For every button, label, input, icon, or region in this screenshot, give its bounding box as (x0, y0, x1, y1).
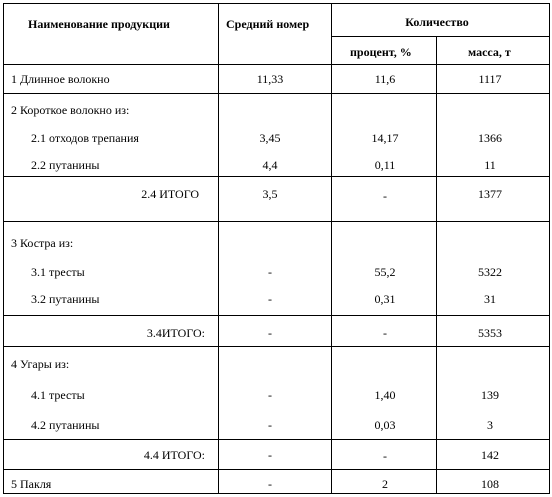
row-avg: - (268, 292, 272, 306)
row-avg: - (268, 265, 272, 279)
row-percent: - (383, 449, 387, 463)
row-name: 2.2 путанины (31, 158, 100, 172)
rule-col (436, 36, 437, 494)
rule-right (549, 3, 550, 494)
row-mass: 3 (487, 418, 493, 432)
row-avg: 3,45 (259, 131, 281, 145)
row-name: 4 Угары из: (11, 357, 70, 371)
row-avg: 3,5 (262, 187, 278, 201)
rule-row (3, 469, 550, 470)
row-mass: 142 (481, 448, 499, 462)
row-name: 3 Костра из: (11, 236, 74, 250)
row-percent: 0,31 (374, 292, 396, 306)
row-mass: 1377 (478, 187, 502, 201)
row-percent: 1,40 (374, 388, 396, 402)
row-name: 5 Пакля (11, 477, 52, 491)
row-name: 2.1 отходов трепания (31, 131, 139, 145)
row-avg: - (268, 448, 272, 462)
row-mass: 5322 (478, 265, 502, 279)
rule-row (3, 93, 550, 94)
rule-top (3, 3, 550, 4)
header-percent: процент, % (350, 45, 412, 59)
row-avg: - (268, 326, 272, 340)
row-percent: - (383, 326, 387, 340)
row-name: 4.2 путанины (31, 418, 100, 432)
row-avg: - (268, 418, 272, 432)
row-avg: - (268, 388, 272, 402)
row-percent: 11,6 (374, 72, 396, 86)
header-avg-number: Средний номер (226, 17, 310, 31)
row-percent: 0,03 (374, 418, 396, 432)
rule-row (3, 315, 550, 316)
row-avg: - (268, 477, 272, 491)
rule-bottom (3, 493, 550, 494)
row-mass: 5353 (478, 326, 502, 340)
row-mass: 139 (481, 388, 499, 402)
row-mass: 108 (481, 477, 499, 491)
header-name: Наименование продукции (28, 17, 170, 31)
row-avg: 11,33 (256, 72, 284, 86)
row-name: 4.1 тресты (31, 388, 85, 402)
rule-row (3, 346, 550, 347)
row-name: 2.4 ИТОГО (141, 187, 199, 201)
row-mass: 1117 (478, 72, 502, 86)
row-percent: - (383, 189, 387, 203)
row-name: 3.2 путанины (31, 292, 100, 306)
rule-header-bottom (3, 64, 550, 65)
rule-row (3, 221, 550, 222)
row-avg: 4,4 (262, 158, 278, 172)
row-percent: 14,17 (371, 131, 399, 145)
row-percent: 2 (382, 477, 388, 491)
rule-left (3, 3, 4, 494)
row-percent: 55,2 (374, 265, 396, 279)
row-name: 3.4ИТОГО: (146, 326, 205, 340)
rule-row (3, 176, 550, 177)
row-percent: 0,11 (374, 158, 396, 172)
row-mass: 31 (484, 292, 496, 306)
header-quantity: Количество (405, 15, 469, 29)
rule-row (3, 439, 550, 440)
header-mass: масса, т (468, 45, 511, 59)
row-name: 1 Длинное волокно (11, 72, 110, 86)
rule-col (218, 3, 219, 494)
row-mass: 1366 (478, 131, 502, 145)
row-name: 3.1 тресты (31, 265, 85, 279)
rule-qty-split (331, 36, 550, 37)
row-mass: 11 (484, 158, 496, 172)
row-name: 4.4 ИТОГО: (143, 448, 205, 462)
row-name: 2 Короткое волокно из: (11, 103, 130, 117)
rule-col (331, 3, 332, 494)
